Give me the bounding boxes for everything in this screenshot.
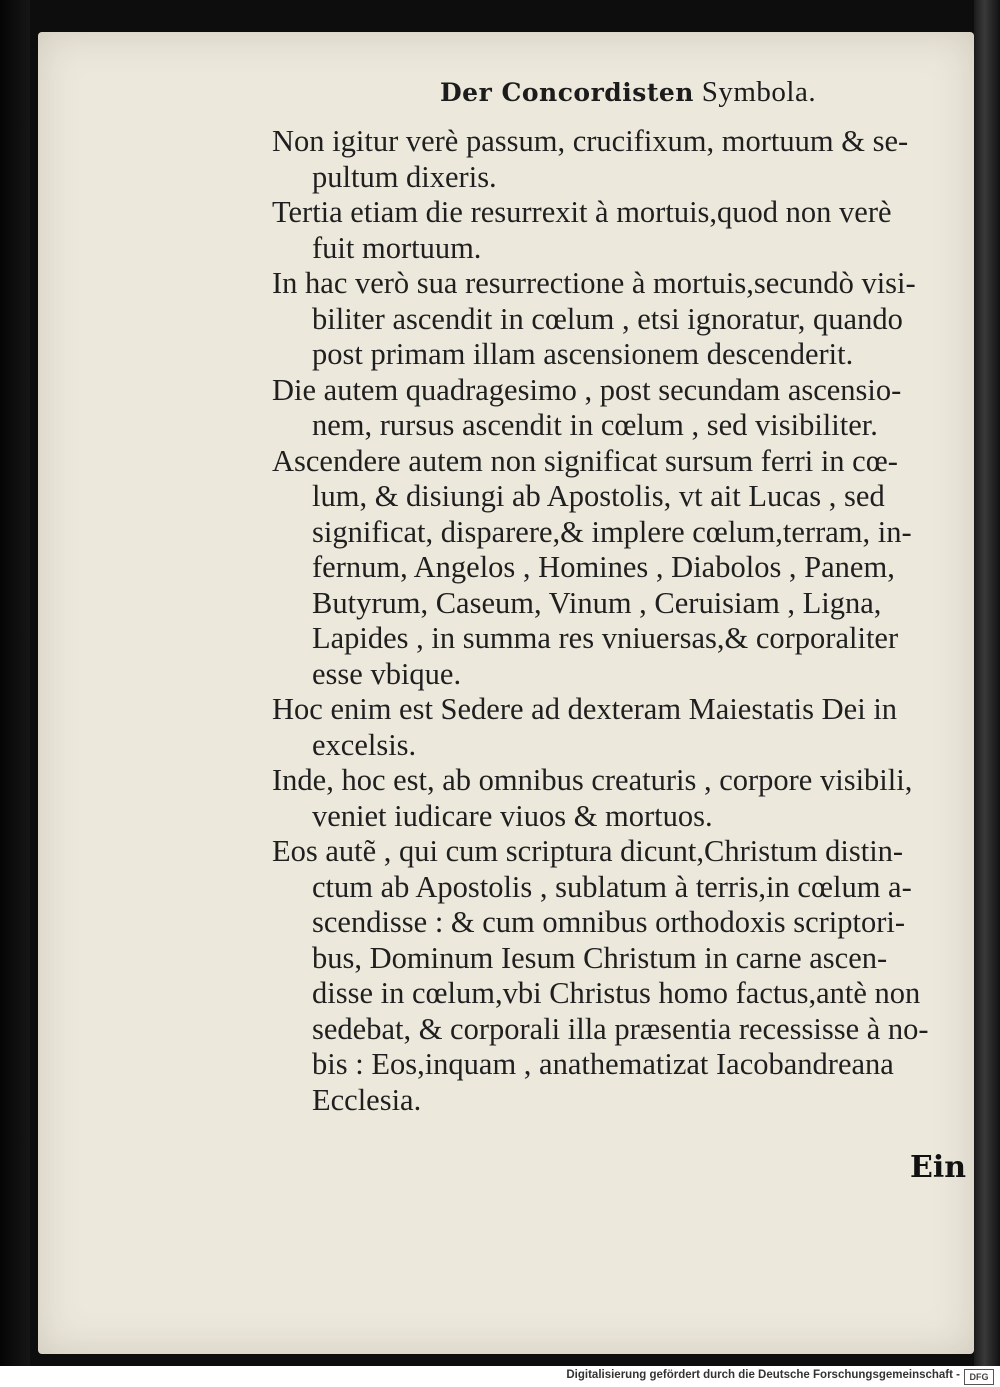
text-line: pultum dixeris. <box>312 159 497 194</box>
footer-bar <box>0 1366 1000 1387</box>
text-line: biliter ascendit in cœlum , etsi ignoratur, quando <box>312 301 903 336</box>
text-line: excelsis. <box>312 727 417 762</box>
dfg-logo-icon: DFG <box>964 1369 994 1385</box>
text-line: esse vbique. <box>312 656 462 691</box>
text-line: significat, disparere,& implere cœlum,terram, in- <box>312 514 912 549</box>
text-line: bus, Dominum Iesum Christum in carne ascen- <box>312 940 888 975</box>
book-edge-shadow <box>974 0 1000 1387</box>
text-line: fernum, Angelos , Homines , Diabolos , Panem, <box>312 550 895 584</box>
running-head <box>440 76 816 109</box>
text-line: nem, rursus ascendit in cœlum , sed visibiliter. <box>312 408 878 442</box>
text-line: sedebat, & corporali illa præsentia recessisse à no- <box>312 1011 929 1046</box>
text-line: Non igitur verè passum, crucifixum, mortuum & se- <box>272 124 909 158</box>
running-head-latin: Symbola. <box>701 76 817 108</box>
text-line: bis : Eos,inquam , anathematizat Iacobandreana <box>312 1047 894 1081</box>
text-line: post primam illam ascensionem descenderit. <box>312 337 854 371</box>
book-spine-shadow <box>0 0 30 1387</box>
text-line: Eos autẽ , qui cum scriptura dicunt,Christum distin- <box>272 834 904 868</box>
text-line: Die autem quadragesimo , post secundam ascensio- <box>272 372 902 407</box>
text-line: Hoc enim est Sedere ad dexteram Maiestatis Dei in <box>272 692 898 726</box>
body-text <box>272 124 972 1118</box>
text-line: scendisse : & cum omnibus orthodoxis scriptori- <box>312 905 905 939</box>
text-line: Ecclesia. <box>312 1082 422 1117</box>
text-line: lum, & disiungi ab Apostolis, vt ait Lucas , sed <box>312 479 885 513</box>
text-line: Lapides , in summa res vniuersas,& corporaliter <box>312 621 899 655</box>
text-line: In hac verò sua resurrectione à mortuis,secundò visi- <box>272 266 916 300</box>
text-line: Butyrum, Caseum, Vinum , Ceruisiam , Ligna, <box>312 585 882 620</box>
text-line: disse in cœlum,vbi Christus homo factus,antè non <box>312 976 921 1010</box>
text-line: Inde, hoc est, ab omnibus creaturis , corpore visibili, <box>272 763 913 797</box>
footer-credit: Digitalisierung gefördert durch die Deutsche Forschungsgemeinschaft - <box>566 1369 960 1381</box>
text-line: Ascendere autem non significat sursum ferri in cœ- <box>272 443 898 478</box>
text-line: ctum ab Apostolis , sublatum à terris,in cœlum a- <box>312 869 912 904</box>
running-head-fraktur: Der Concordisten <box>440 78 694 107</box>
text-line: veniet iudicare viuos & mortuos. <box>312 798 713 833</box>
text-line: fuit mortuum. <box>312 230 482 265</box>
catchword: Ein <box>910 1150 967 1185</box>
text-line: Tertia etiam die resurrexit à mortuis,quod non verè <box>272 195 892 229</box>
